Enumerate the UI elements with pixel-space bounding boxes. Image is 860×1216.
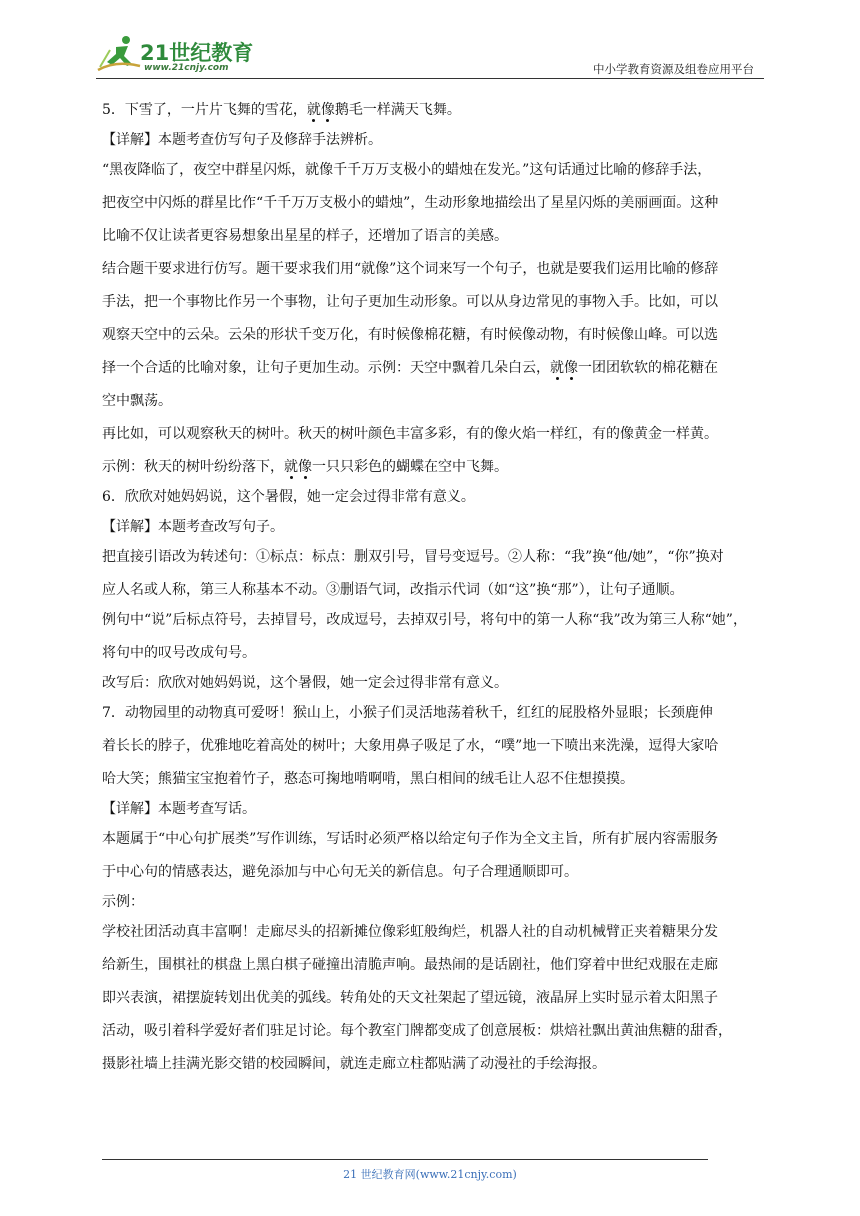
logo-url: www.21cnjy.com bbox=[144, 63, 229, 73]
question-5: 5．下雪了，一片片飞舞的雪花，就像鹅毛一样满天飞舞。 bbox=[102, 102, 461, 118]
page-footer: 21 世纪教育网(www.21cnjy.com) bbox=[343, 1168, 517, 1181]
explanation-paragraph bbox=[102, 424, 768, 477]
platform-name: 中小学教育资源及组卷应用平台 bbox=[593, 62, 754, 76]
emphasis-dot: 就 bbox=[284, 459, 298, 475]
text-line: 例句中“说”后标点符号，去掉冒号，改成逗号，去掉双引号，将句中的第一人称“我”改为第三人称“她”， bbox=[102, 612, 747, 628]
example-label: 示例： bbox=[102, 894, 144, 910]
text-line: 应人名或人称，第三人称基本不动。③删语气词，改指示代词（如“这”换“那”），让句子通顺。 bbox=[102, 582, 684, 598]
text-line: 哈大笑；熊猫宝宝抱着竹子，憨态可掬地啃啊啃，黑白相间的绒毛让人忍不住想摸摸。 bbox=[102, 771, 634, 787]
explanation-paragraph bbox=[102, 610, 768, 663]
emphasis-dot: 像 bbox=[564, 360, 578, 376]
text-line: 结合题干要求进行仿写。题干要求我们用“就像”这个词来写一个句子，也就是要我们运用比喻的修辞 bbox=[102, 261, 719, 277]
header-rule bbox=[96, 78, 764, 79]
text-line: 将句中的叹号改成句号。 bbox=[102, 645, 256, 661]
question-7 bbox=[102, 703, 768, 789]
explanation-paragraph bbox=[102, 160, 768, 246]
logo bbox=[96, 34, 266, 78]
emphasis-dot: 就 bbox=[306, 102, 321, 118]
text-line: 着长长的脖子，优雅地吃着高处的树叶；大象用鼻子吸足了水，“噗”地一下喷出来洗澡，逗得大家哈 bbox=[102, 738, 719, 754]
footer-rule bbox=[102, 1159, 708, 1160]
emphasis-dot: 就 bbox=[550, 360, 564, 376]
emphasis-dot: 像 bbox=[320, 102, 335, 118]
runner-logo-icon bbox=[96, 34, 142, 74]
emphasis-dot: 像 bbox=[298, 459, 312, 475]
explanation-heading-6: 【详解】本题考查改写句子。 bbox=[102, 519, 284, 535]
text-line: 空中飘荡。 bbox=[102, 393, 172, 409]
document-body bbox=[102, 100, 768, 1074]
text-line: 活动，吸引着科学爱好者们驻足讨论。每个教室门牌都变成了创意展板：烘焙社飘出黄油焦糖的甜香， bbox=[102, 1023, 732, 1039]
text-line: 7．动物园里的动物真可爱呀！猴山上，小猴子们灵活地荡着秋千，红红的屁股格外显眼；长颈鹿伸 bbox=[102, 705, 713, 721]
text-line: 学校社团活动真丰富啊！走廊尽头的招新摊位像彩虹般绚烂，机器人社的自动机械臂正夹着糖果分发 bbox=[102, 924, 718, 940]
text-line: 把夜空中闪烁的群星比作“千千万万支极小的蜡烛”，生动形象地描绘出了星星闪烁的美丽画面。这种 bbox=[102, 195, 719, 211]
text-line: 于中心句的情感表达，避免添加与中心句无关的新信息。句子合理通顺即可。 bbox=[102, 864, 578, 880]
logo-wordmark: 21世纪教育 bbox=[140, 41, 254, 65]
text-line: 示例：秋天的树叶纷纷落下，就像一只只彩色的蝴蝶在空中飞舞。 bbox=[102, 459, 508, 475]
example-paragraph bbox=[102, 922, 768, 1074]
explanation-paragraph bbox=[102, 547, 768, 600]
text-line: 比喻不仅让读者更容易想象出星星的样子，还增加了语言的美感。 bbox=[102, 228, 508, 244]
text-line: 给新生，围棋社的棋盘上黑白棋子碰撞出清脆声响。最热闹的是话剧社，他们穿着中世纪戏服在走廊 bbox=[102, 957, 718, 973]
page-header bbox=[96, 28, 764, 80]
text-line: 手法，把一个事物比作另一个事物，让句子更加生动形象。可以从身边常见的事物入手。比如，可以 bbox=[102, 294, 718, 310]
explanation-heading-7: 【详解】本题考查写话。 bbox=[102, 801, 256, 817]
text-line: 再比如，可以观察秋天的树叶。秋天的树叶颜色丰富多彩，有的像火焰一样红，有的像黄金一样黄。 bbox=[102, 426, 718, 442]
rewritten-answer: 改写后：欣欣对她妈妈说，这个暑假，她一定会过得非常有意义。 bbox=[102, 675, 508, 691]
text-line: 择一个合适的比喻对象，让句子更加生动。示例：天空中飘着几朵白云，就像一团团软软的棉花糖在 bbox=[102, 360, 718, 376]
explanation-heading-5: 【详解】本题考查仿写句子及修辞手法辨析。 bbox=[102, 132, 382, 148]
text-line: “黑夜降临了，夜空中群星闪烁，就像千千万万支极小的蜡烛在发光。”这句话通过比喻的修辞手法， bbox=[102, 162, 712, 178]
text-line: 即兴表演，裙摆旋转划出优美的弧线。转角处的天文社架起了望远镜，液晶屏上实时显示着太阳黑子 bbox=[102, 990, 718, 1006]
text-line: 摄影社墙上挂满光影交错的校园瞬间，就连走廊立柱都贴满了动漫社的手绘海报。 bbox=[102, 1056, 606, 1072]
text-line: 把直接引语改为转述句：①标点：标点：删双引号，冒号变逗号。②人称：“我”换“他/她”，“你”换对 bbox=[102, 549, 724, 565]
explanation-paragraph bbox=[102, 829, 768, 882]
explanation-paragraph bbox=[102, 259, 768, 411]
text-line: 本题属于“中心句扩展类”写作训练，写话时必须严格以给定句子作为全文主旨，所有扩展内容需服务 bbox=[102, 831, 719, 847]
text-line: 观察天空中的云朵。云朵的形状千变万化，有时候像棉花糖，有时候像动物，有时候像山峰。可以选 bbox=[102, 327, 718, 343]
question-6: 6．欣欣对她妈妈说，这个暑假，她一定会过得非常有意义。 bbox=[102, 489, 475, 505]
